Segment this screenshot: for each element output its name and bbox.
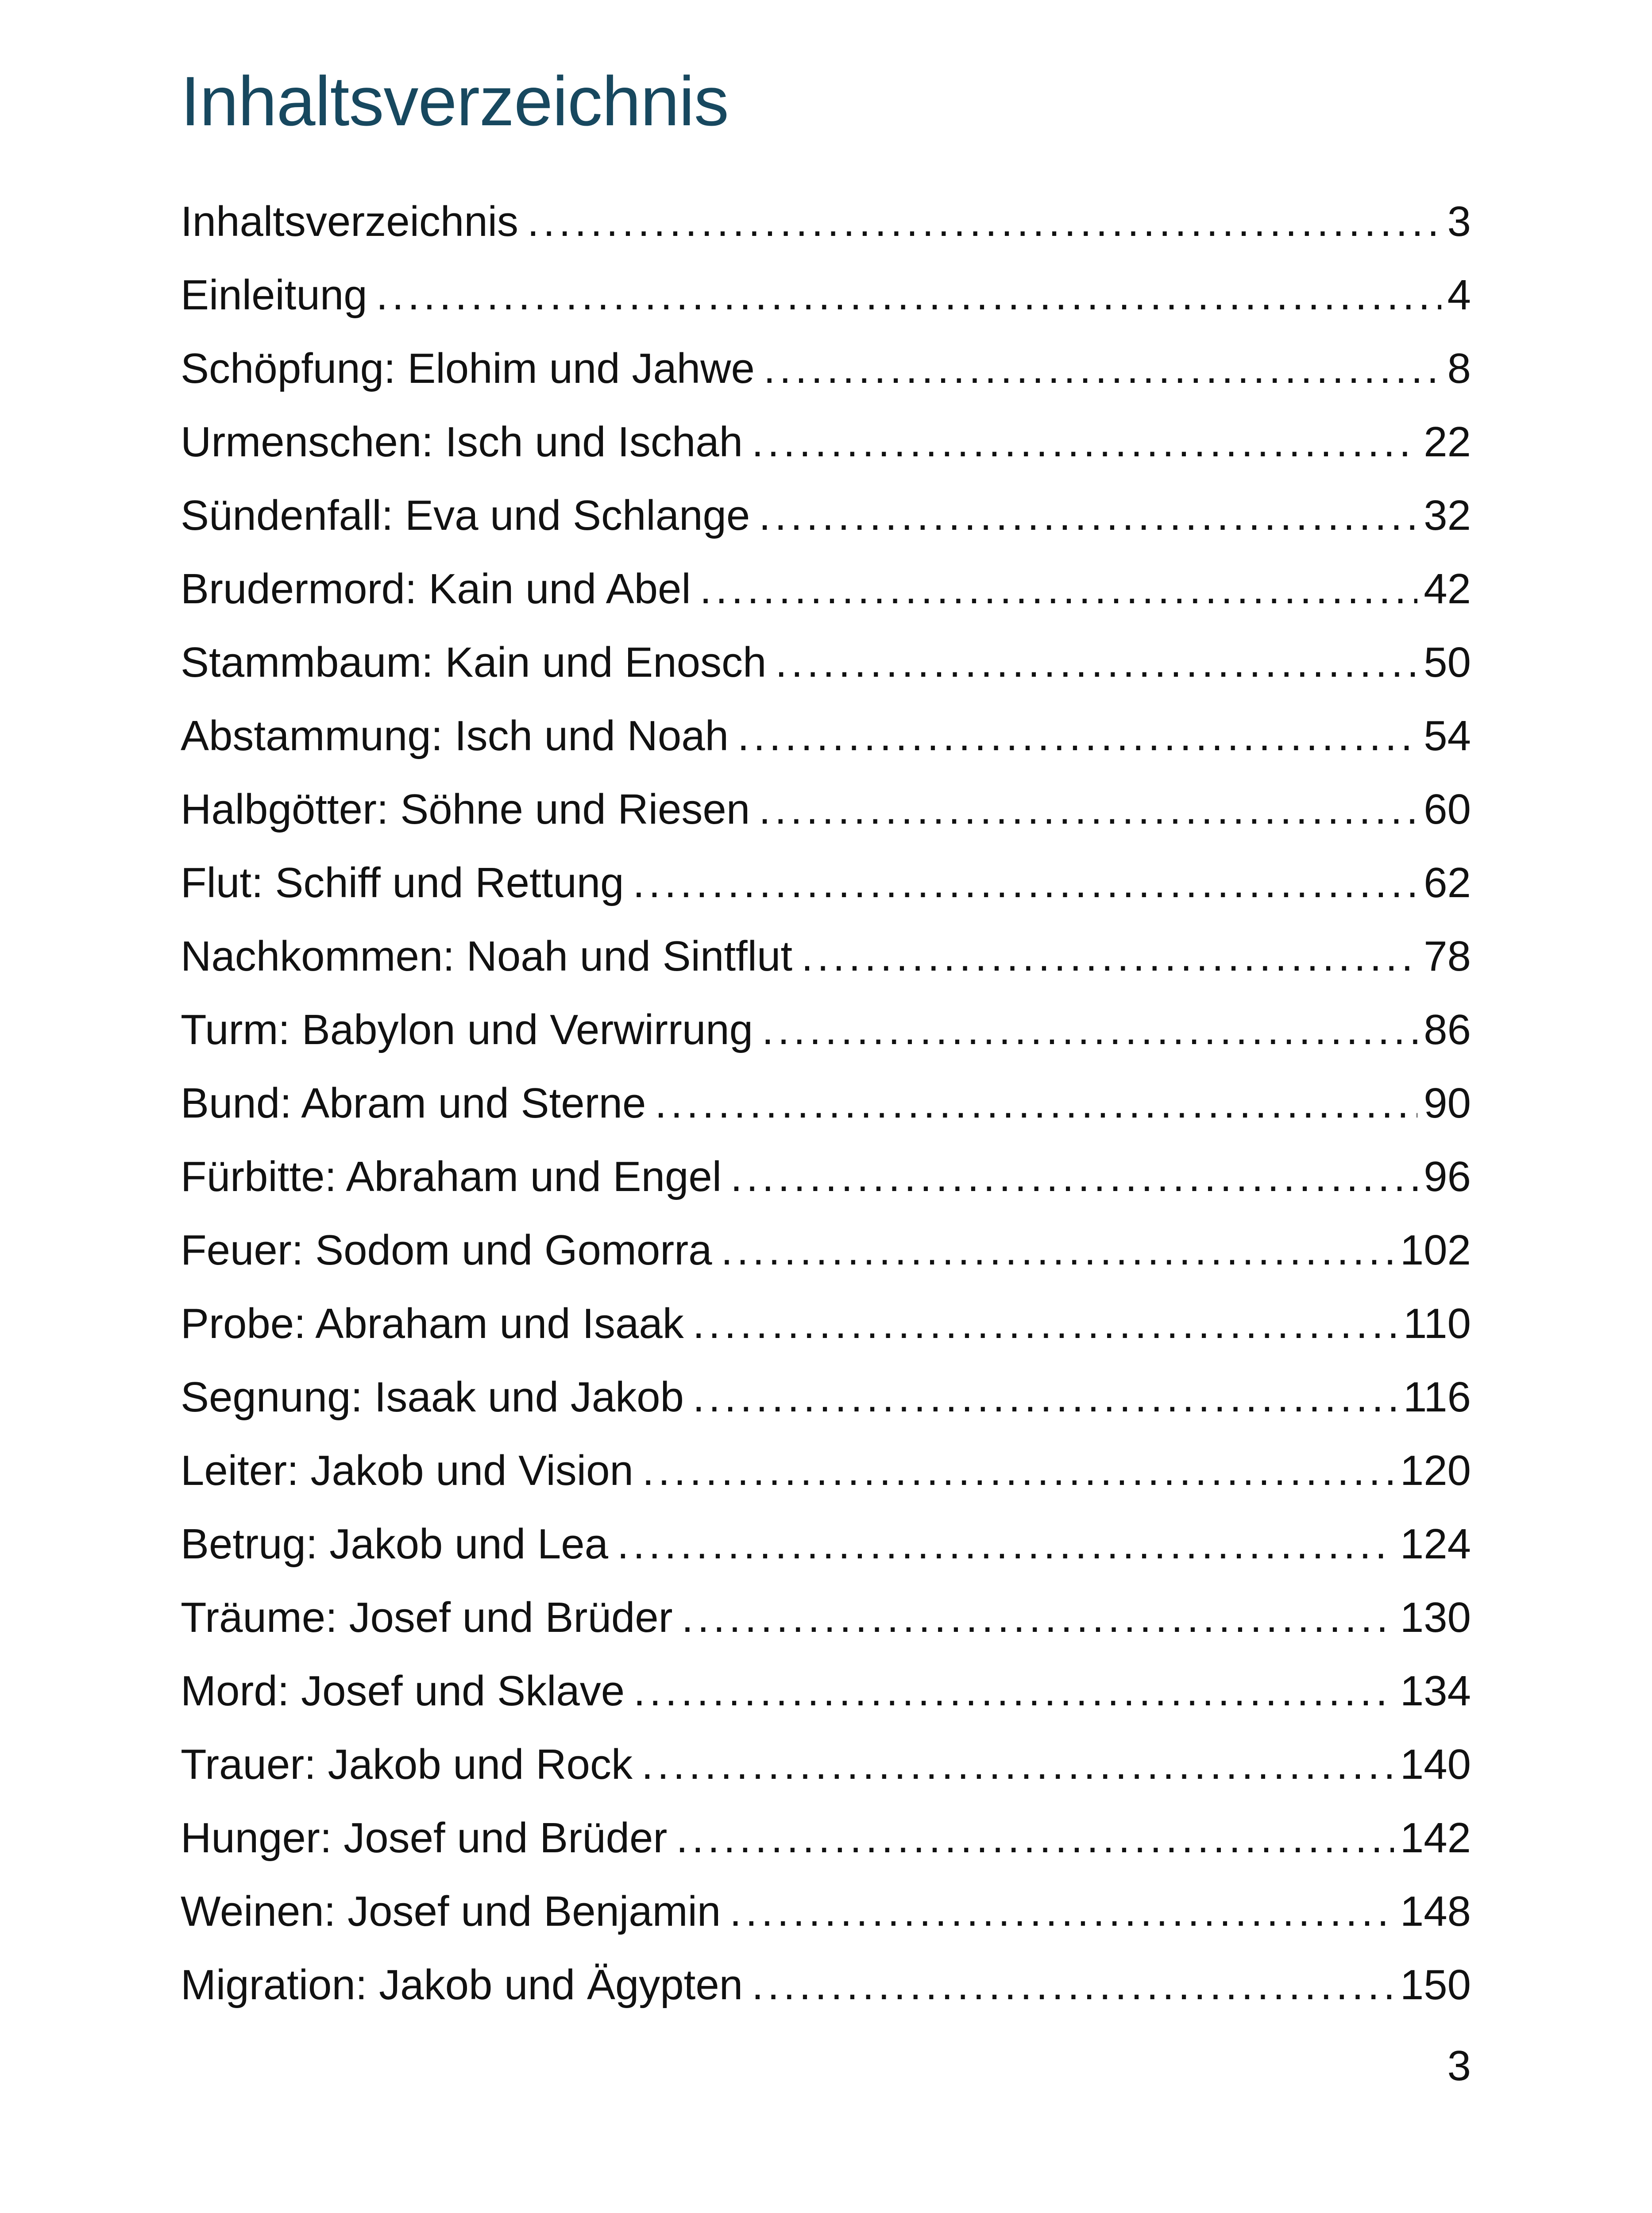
toc-entry-title: Trauer: Jakob und Rock [181, 1741, 633, 1788]
toc-dot-leader [693, 1287, 1397, 1361]
toc-entry-title: Brudermord: Kain und Abel [181, 565, 691, 613]
toc-entry-page: 4 [1447, 271, 1471, 319]
toc-dot-leader [700, 552, 1418, 626]
toc-entry[interactable] [181, 1434, 1471, 1507]
toc-entry[interactable] [181, 185, 1471, 258]
toc-entry-title: Träume: Josef und Brüder [181, 1594, 673, 1641]
toc-entry-title: Probe: Abraham und Isaak [181, 1300, 684, 1347]
toc-entry-page: 86 [1424, 1006, 1471, 1053]
toc-entry-page: 130 [1400, 1594, 1471, 1641]
toc-entry-page: 32 [1424, 492, 1471, 539]
toc-entry[interactable] [181, 1507, 1471, 1581]
toc-entry-page: 62 [1424, 859, 1471, 906]
toc-entry-title: Sündenfall: Eva und Schlange [181, 492, 750, 539]
toc-entry-page: 78 [1424, 933, 1471, 980]
toc-entry[interactable] [181, 258, 1471, 332]
toc-dot-leader [693, 1361, 1397, 1434]
toc-entry-title: Nachkommen: Noah und Sintflut [181, 933, 793, 980]
toc-entry-page: 60 [1424, 786, 1471, 833]
toc-dot-leader [730, 1140, 1417, 1214]
toc-entry-page: 8 [1447, 345, 1471, 392]
toc-dot-leader [655, 1067, 1417, 1140]
toc-entry[interactable] [181, 1654, 1471, 1728]
toc-entry[interactable] [181, 1067, 1471, 1140]
toc-dot-leader [764, 332, 1441, 405]
toc-entry[interactable] [181, 1875, 1471, 1948]
toc-entry-title: Fürbitte: Abraham und Engel [181, 1153, 722, 1200]
toc-entry-title: Betrug: Jakob und Lea [181, 1520, 609, 1568]
toc-entry-page: 124 [1400, 1520, 1471, 1568]
toc-entry[interactable] [181, 1728, 1471, 1801]
toc-entry[interactable] [181, 1287, 1471, 1361]
toc-dot-leader [759, 479, 1417, 552]
toc-dot-leader [641, 1728, 1394, 1801]
toc-entry-title: Abstammung: Isch und Noah [181, 712, 729, 760]
toc-entry-page: 22 [1424, 418, 1471, 466]
toc-entry[interactable] [181, 479, 1471, 552]
toc-entry-title: Schöpfung: Elohim und Jahwe [181, 345, 755, 392]
toc-entry[interactable] [181, 1361, 1471, 1434]
toc-dot-leader [730, 1875, 1394, 1948]
toc-dot-leader [801, 920, 1417, 993]
toc-entry[interactable] [181, 552, 1471, 626]
toc-dot-leader [642, 1434, 1394, 1507]
toc-entry[interactable] [181, 773, 1471, 846]
toc-dot-leader [752, 405, 1417, 479]
toc-dot-leader [633, 846, 1417, 920]
toc-entry[interactable] [181, 626, 1471, 699]
toc-entry-title: Halbgötter: Söhne und Riesen [181, 786, 750, 833]
toc-dot-leader [376, 258, 1441, 332]
toc-dot-leader [737, 699, 1417, 773]
toc-entry-page: 102 [1400, 1226, 1471, 1274]
toc-entry-title: Einleitung [181, 271, 367, 319]
toc-entry-page: 96 [1424, 1153, 1471, 1200]
toc-entry-title: Feuer: Sodom und Gomorra [181, 1226, 712, 1274]
toc-entry[interactable] [181, 405, 1471, 479]
toc-entry-title: Turm: Babylon und Verwirrung [181, 1006, 753, 1053]
toc-entry[interactable] [181, 1948, 1471, 2022]
toc-entry-title: Hunger: Josef und Brüder [181, 1814, 668, 1862]
toc-entry-title: Flut: Schiff und Rettung [181, 859, 624, 906]
toc-entry[interactable] [181, 1140, 1471, 1214]
toc-entry[interactable] [181, 699, 1471, 773]
toc-entry-page: 54 [1424, 712, 1471, 760]
toc-dot-leader [775, 626, 1417, 699]
toc-dot-leader [752, 1948, 1394, 2022]
toc-entry-title: Segnung: Isaak und Jakob [181, 1373, 684, 1421]
toc-entry-title: Bund: Abram und Sterne [181, 1080, 646, 1127]
toc-dot-leader [527, 185, 1441, 258]
toc-entry-page: 3 [1447, 198, 1471, 245]
toc-entry-page: 148 [1400, 1888, 1471, 1935]
toc-entry-title: Migration: Jakob und Ägypten [181, 1961, 743, 2009]
toc-entry-page: 42 [1424, 565, 1471, 613]
toc-dot-leader [676, 1801, 1394, 1875]
toc-entry-page: 90 [1424, 1080, 1471, 1127]
toc-dot-leader [682, 1581, 1394, 1654]
toc-dot-leader [617, 1507, 1394, 1581]
toc-entry-title: Urmenschen: Isch und Ischah [181, 418, 743, 466]
toc-entry-title: Leiter: Jakob und Vision [181, 1447, 633, 1494]
toc-entry[interactable] [181, 846, 1471, 920]
toc-entry[interactable] [181, 993, 1471, 1067]
toc-entry[interactable] [181, 332, 1471, 405]
page-number: 3 [1447, 2042, 1471, 2090]
toc-entry-title: Stammbaum: Kain und Enosch [181, 639, 767, 686]
toc-entry[interactable] [181, 1214, 1471, 1287]
toc-entry-page: 50 [1424, 639, 1471, 686]
toc-dot-leader [759, 773, 1417, 846]
toc-entry-page: 134 [1400, 1667, 1471, 1715]
toc-dot-leader [633, 1654, 1394, 1728]
toc-entry-page: 150 [1400, 1961, 1471, 2009]
table-of-contents [181, 185, 1471, 2022]
toc-entry[interactable] [181, 1801, 1471, 1875]
toc-entry-page: 140 [1400, 1741, 1471, 1788]
toc-entry[interactable] [181, 1581, 1471, 1654]
page-title: Inhaltsverzeichnis [181, 62, 729, 140]
toc-entry[interactable] [181, 920, 1471, 993]
toc-dot-leader [762, 993, 1417, 1067]
toc-entry-page: 120 [1400, 1447, 1471, 1494]
toc-entry-page: 116 [1403, 1373, 1471, 1421]
toc-dot-leader [721, 1214, 1394, 1287]
toc-entry-title: Mord: Josef und Sklave [181, 1667, 625, 1715]
toc-entry-title: Weinen: Josef und Benjamin [181, 1888, 721, 1935]
toc-entry-title: Inhaltsverzeichnis [181, 198, 519, 245]
toc-entry-page: 110 [1403, 1300, 1471, 1347]
toc-entry-page: 142 [1400, 1814, 1471, 1862]
